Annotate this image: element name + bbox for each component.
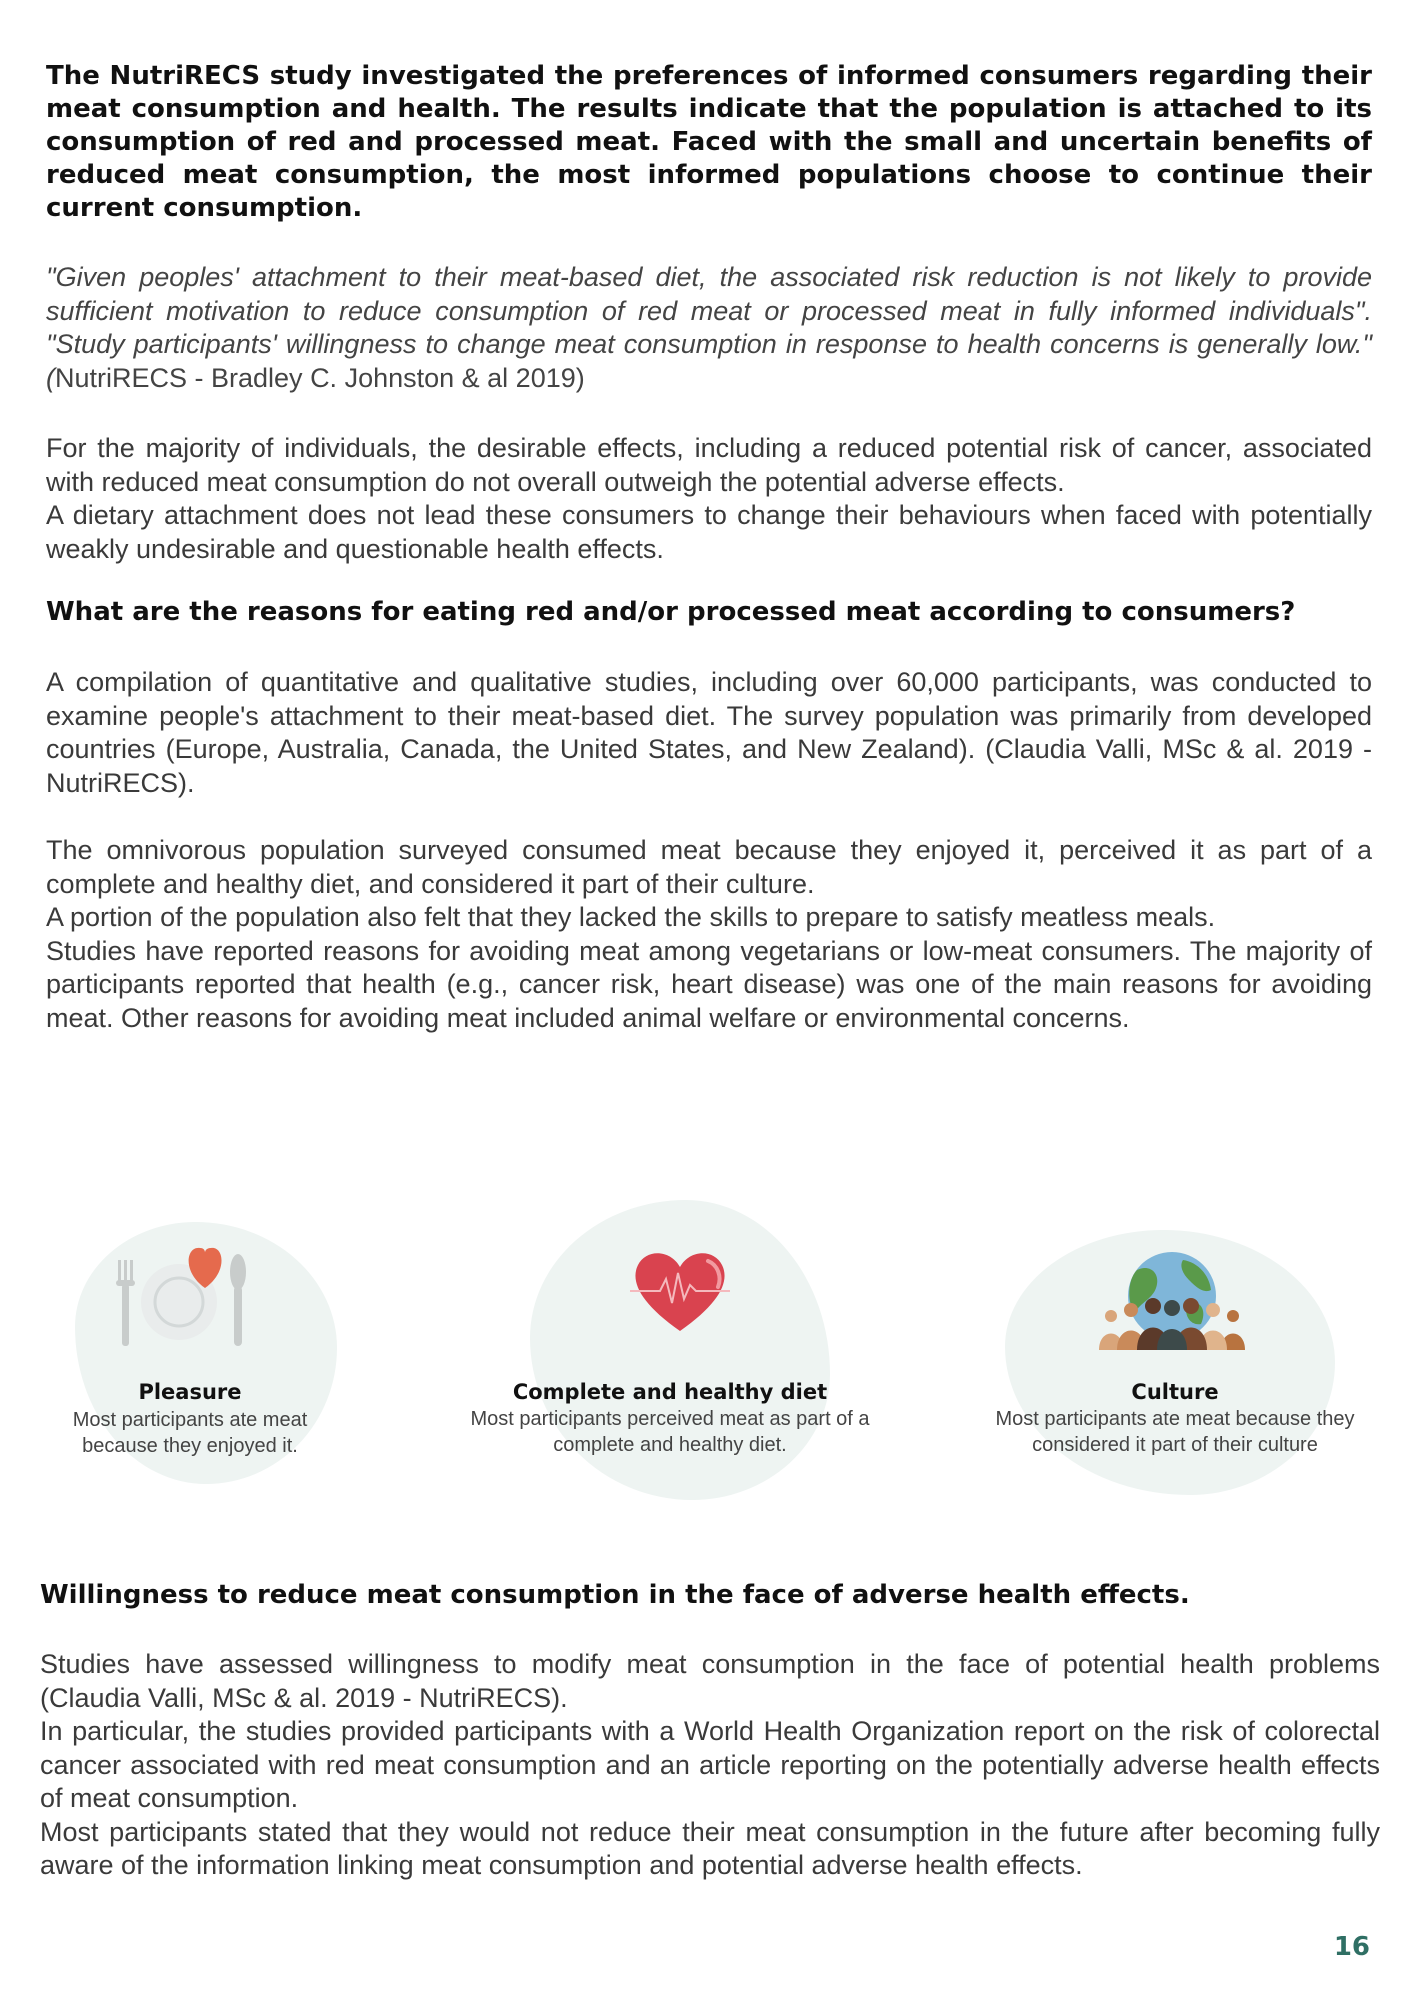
reasons-heading: What are the reasons for eating red and/or processed meat according to consumers? [46, 597, 1296, 627]
globe-people-icon [1097, 1250, 1247, 1350]
effects-paragraph: For the majority of individuals, the desirable effects, including a reduced potential risk of cancer, associated with reduced meat consumption do not overall outweigh the potential adverse effects. A dietary attachment does not lead these consumers to change their behaviours when faced with potentially weakly undesirable and questionable health effects. [46, 433, 1372, 564]
intro-paragraph: The NutriRECS study investigated the preferences of informed consumers regarding their meat consumption and health. The results indicate that the population is attached to its consumption of red and processed meat. Faced with the small and uncertain benefits of reduced meat consumption, the most informed populations choose to continue their current consumption. [46, 61, 1372, 223]
compilation-paragraph: A compilation of quantitative and qualitative studies, including over 60,000 participants, was conducted to examine people's attachment to their meat-based diet. The survey population was primarily from developed countries (Europe, Australia, Canada, the United States, and New Zealand). (Claudia Valli, MSc & al. 2019 - NutriRECS). [46, 667, 1372, 798]
card-description: Most participants perceived meat as part of a complete and healthy diet. [470, 1408, 870, 1456]
card-title: Complete and healthy diet [512, 1380, 828, 1404]
omnivorous-paragraph: The omnivorous population surveyed consumed meat because they enjoyed it, perceived it as part of a complete and healthy diet, and considered it part of their culture. A portion of the population also felt that they lacked the skills to prepare to satisfy meatless meals. Studies have reported reasons for avoiding meat among vegetarians or low-meat consumers. The majority of participants reported that health (e.g., cancer risk, heart disease) was one of the main reasons for avoiding meat. Other reasons for avoiding meat included animal welfare or environmental concerns. [46, 835, 1372, 1033]
card-culture [985, 1200, 1365, 1500]
card-healthy-diet [460, 1200, 880, 1500]
willingness-paragraph: Studies have assessed willingness to modify meat consumption in the face of potential health problems (Claudia Valli, MSc & al. 2019 - NutriRECS). In particular, the studies provided participants with a World Health Organization report on the risk of colorectal cancer associated with red meat consumption and an article reporting on the potentially adverse health effects of meat consumption. Most participants stated that they would not reduce their meat consumption in the future after becoming fully aware of the information linking meat consumption and potential adverse health effects. [40, 1649, 1380, 1880]
plate-heart-icon [110, 1240, 260, 1350]
study-quote [46, 261, 1372, 395]
page-number: 16 [1333, 1932, 1370, 1962]
quote-citation: NutriRECS - Bradley C. Johnston & al 2019) [55, 362, 585, 393]
quote-text: "Given peoples' attachment to their meat-based diet, the associated risk reduction is not likely to provide sufficient motivation to reduce consumption of red meat or processed meat in fully informed individuals". "Study participants' willingness to change meat consumption in response to health concerns is generally low." ( [46, 262, 1372, 393]
heart-pulse-icon [630, 1245, 730, 1335]
reasons-infographic [0, 1200, 1414, 1500]
card-pleasure [0, 1200, 380, 1500]
card-title: Pleasure [138, 1380, 242, 1404]
card-title: Culture [1131, 1380, 1219, 1404]
card-description: Most participants ate meat because they enjoyed it. [72, 1409, 308, 1457]
willingness-heading: Willingness to reduce meat consumption in the face of adverse health effects. [40, 1580, 1190, 1610]
card-description: Most participants ate meat because they considered it part of their culture [995, 1408, 1355, 1456]
